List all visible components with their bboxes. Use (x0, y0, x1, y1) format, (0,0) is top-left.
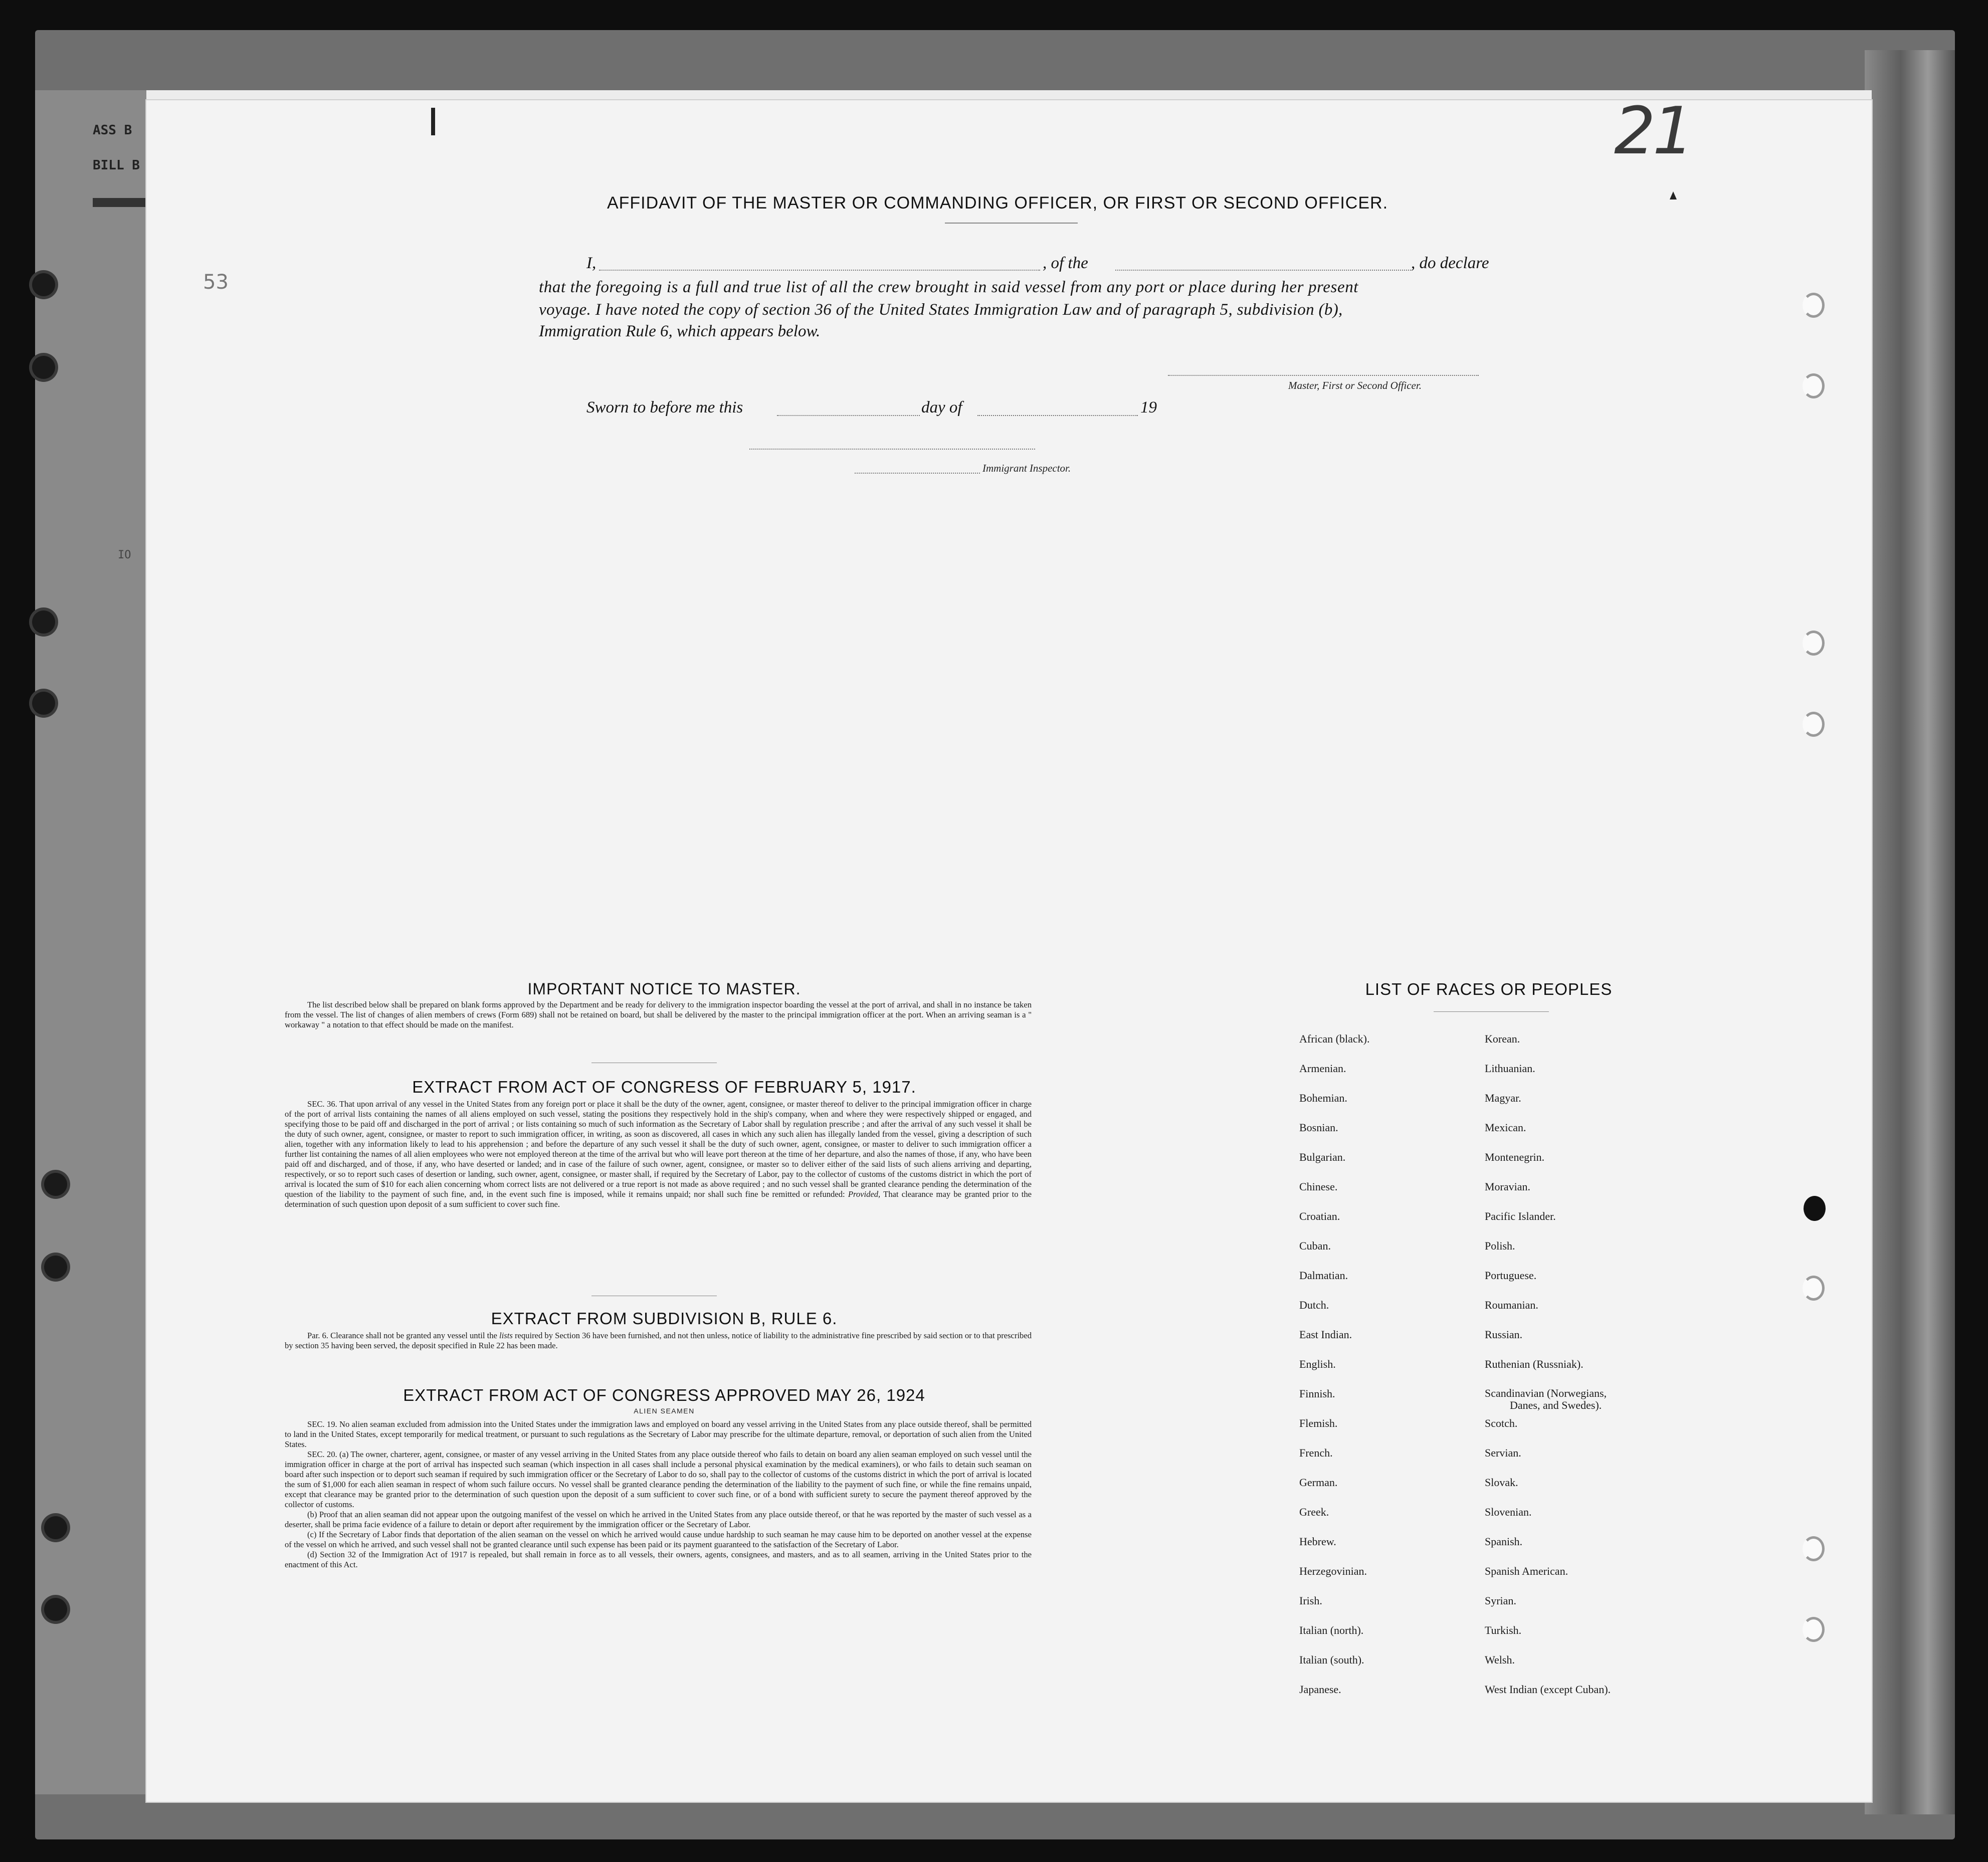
subdivision-body-end: required by Section 36 have been furnished, and not then unless, notice of liability to the administrative fine prescribed by said section or to that prescribed by section 35 having been served, the deposit specified in Rule 22 has been made. (285, 1331, 1032, 1350)
race-item: Flemish. (1299, 1417, 1338, 1429)
sheet-number-left: 53 (203, 271, 229, 294)
race-item: Greek. (1299, 1506, 1329, 1518)
races-left-column (1299, 1032, 1369, 1713)
race-item: Bohemian. (1299, 1092, 1347, 1104)
race-item: Magyar. (1485, 1092, 1521, 1104)
race-item: German. (1299, 1476, 1338, 1489)
subdivision-body: Par. 6. Clearance shall not be granted any vessel until the (307, 1331, 497, 1340)
notice-title: IMPORTANT NOTICE TO MASTER. (527, 980, 801, 998)
board-stamp-bar (93, 198, 148, 207)
lists-term: lists (499, 1331, 513, 1340)
notice-paragraph: The list described below shall be prepared on blank forms approved by the Department and be ready for delivery to the immigration inspector boarding the vessel at the port of arrival, and shall in no instance be taken from the vessel. The list of changes of alien members of crews (Form 689) shall not be retained on board, but shall be delivered by the master to the principal immigration officer at the port. When an arriving seaman is a " workaway " a notation to that effect should be made on the manifest. (285, 1000, 1032, 1029)
day-of-label: day of (921, 398, 962, 417)
race-item: Roumanian. (1485, 1299, 1538, 1311)
race-item: Bulgarian. (1299, 1151, 1346, 1163)
race-item: Italian (north). (1299, 1624, 1364, 1636)
sworn-label: Sworn to before me this (586, 398, 743, 417)
inspector-signature-line[interactable] (749, 449, 1035, 450)
affidavit-line-4: Immigration Rule 6, which appears below. (539, 322, 821, 340)
inspector-name-line[interactable] (855, 473, 980, 474)
affidavit-do-declare: , do declare (1411, 254, 1489, 272)
race-item: Scotch. (1485, 1417, 1518, 1429)
punch-ring (1803, 1617, 1825, 1642)
alien-seamen-subtitle: ALIEN SEAMEN (634, 1407, 695, 1415)
sec-19-paragraph: SEC. 19. No alien seaman excluded from admission into the United States under the immigration laws and employed on board any vessel arriving in the United States from any place outside thereof, shall be permitted to land in the United States, except temporarily for medical treatment, or pursuant to such regulations as the Secretary of Labor may prescribe for the ultimate departure, removal, or deportation of such alien from the United States. (285, 1419, 1032, 1449)
race-item: Herzegovinian. (1299, 1565, 1367, 1577)
race-item: Dutch. (1299, 1299, 1329, 1311)
race-item: Finnish. (1299, 1387, 1335, 1400)
master-name-line[interactable] (599, 270, 1040, 271)
race-item: Pacific Islander. (1485, 1210, 1556, 1222)
provided-term: Provided, (848, 1189, 881, 1199)
race-item: Italian (south). (1299, 1653, 1364, 1666)
affidavit-line-2: that the foregoing is a full and true list of all the crew brought in said vessel from any port or place during her present (539, 278, 1359, 296)
board-stamp-1: ASS B (93, 123, 132, 138)
race-item: Polish. (1485, 1239, 1515, 1252)
race-item: Slovenian. (1485, 1506, 1532, 1518)
race-item: Syrian. (1485, 1594, 1516, 1607)
margin-mark: IO (118, 549, 131, 561)
races-title: LIST OF RACES OR PEOPLES (1365, 980, 1613, 998)
races-rule (1434, 1011, 1549, 1012)
race-item: Cuban. (1299, 1239, 1331, 1252)
subdivision-text (285, 1331, 1032, 1351)
race-item: Irish. (1299, 1594, 1322, 1607)
race-item: Moravian. (1485, 1180, 1531, 1193)
sworn-month-line[interactable] (977, 415, 1138, 416)
officer-signature-line[interactable] (1168, 375, 1479, 376)
affidavit-title: AFFIDAVIT OF THE MASTER OR COMMANDING OFFICER, OR FIRST OR SECOND OFFICER. (607, 193, 1388, 213)
binder-hole (32, 273, 55, 296)
sheet-number-handwritten: 21 (1614, 93, 1691, 169)
extract-1924-text (285, 1419, 1032, 1570)
race-item: West Indian (except Cuban). (1485, 1683, 1611, 1696)
punch-ring (1803, 712, 1825, 737)
vessel-name-line[interactable] (1115, 270, 1411, 271)
race-item: Mexican. (1485, 1121, 1526, 1134)
binder-hole (44, 1173, 67, 1196)
sec-20b-paragraph: (b) Proof that an alien seaman did not appear upon the outgoing manifest of the vessel on which he arrived in the United States from any place outside thereof, or that he was reported by the master of such vessel as a deserter, shall be prima facie evidence of a failure to detain or deport after requirement by the immigration officer or the Secretary of Labor. (285, 1510, 1032, 1529)
race-item: Lithuanian. (1485, 1062, 1535, 1075)
board-stamp-2: BILL B (93, 158, 140, 173)
extract-1917-text (285, 1099, 1032, 1209)
race-item: Croatian. (1299, 1210, 1340, 1222)
binder-hole (32, 610, 55, 634)
punch-ring (1803, 1536, 1825, 1561)
race-item: Servian. (1485, 1446, 1521, 1459)
race-item: Dalmatian. (1299, 1269, 1348, 1282)
sec-20d-paragraph: (d) Section 32 of the Immigration Act of 1917 is repealed, but shall remain in force as to all vessels, their owners, agents, consignees, and masters, and as to all seamen, arriving in the United States prior to the enactment of this Act. (285, 1550, 1032, 1569)
race-item: English. (1299, 1358, 1336, 1370)
race-item: Spanish. (1485, 1535, 1523, 1548)
race-item: Japanese. (1299, 1683, 1341, 1696)
notice-text (285, 1000, 1032, 1030)
binder-hole (44, 1598, 67, 1621)
race-item: Russian. (1485, 1328, 1523, 1341)
race-item: Turkish. (1485, 1624, 1522, 1636)
race-item: Slovak. (1485, 1476, 1518, 1489)
board-right-edge (1865, 50, 1955, 1814)
corner-mark (431, 108, 435, 135)
affidavit-of-the: , of the (1043, 254, 1088, 272)
punch-ring (1803, 1276, 1825, 1301)
race-item: Portuguese. (1485, 1269, 1537, 1282)
punch-ring (1803, 293, 1825, 318)
extract-1924-title: EXTRACT FROM ACT OF CONGRESS APPROVED MAY 26, 1924 (403, 1386, 925, 1404)
sworn-day-line[interactable] (777, 415, 920, 416)
race-item-continued: Danes, and Swedes). (1510, 1399, 1602, 1411)
race-item: African (black). (1299, 1032, 1370, 1045)
race-item: Armenian. (1299, 1062, 1346, 1075)
race-item: Scandinavian (Norwegians, (1485, 1387, 1607, 1399)
race-item: Chinese. (1299, 1180, 1338, 1193)
affidavit-line-3: voyage. I have noted the copy of section 36 of the United States Immigration Law and of paragraph 5, subdivision (b), (539, 301, 1343, 319)
binder-hole (32, 692, 55, 715)
race-item: Welsh. (1485, 1653, 1515, 1666)
binder-hole (32, 356, 55, 379)
affidavit-i-label: I, (586, 254, 597, 272)
race-item: Korean. (1485, 1032, 1520, 1045)
extract-1917-title: EXTRACT FROM ACT OF CONGRESS OF FEBRUARY 5, 1917. (412, 1078, 916, 1096)
race-item: Montenegrin. (1485, 1151, 1545, 1163)
binder-hole (44, 1256, 67, 1279)
officer-caption: Master, First or Second Officer. (1288, 379, 1422, 391)
title-rule (945, 223, 1078, 224)
race-item: Bosnian. (1299, 1121, 1338, 1134)
race-item-scandinavian (1485, 1387, 1611, 1417)
binder-hole (44, 1516, 67, 1539)
races-right-column (1485, 1032, 1611, 1713)
subdivision-title: EXTRACT FROM SUBDIVISION B, RULE 6. (491, 1309, 838, 1328)
race-item: Ruthenian (Russniak). (1485, 1358, 1583, 1370)
sec-20a-paragraph: SEC. 20. (a) The owner, charterer, agent, consignee, or master of any vessel arriving in the United States from any place outside thereof who fails to detain on board any alien seaman employed on such vessel until the immigration officer in charge at the port of arrival has inspected such seaman (which inspection in all cases shall include a personal physical examination by the medical examiners), or who fails to detain such seaman on board after such inspection or to deport such seaman if required by such immigration officer or the Secretary of Labor to do so, shall pay to the collector of customs of the customs district in which the port of arrival is located the sum of $1,000 for each alien seaman in respect of whom such failure occurs. No vessel shall be granted clearance pending the determination of the liability to the payment of such fine, or while the fine remains unpaid, except that clearance may be granted prior to the determination of such question upon the deposit of a sum sufficient to cover such fine, or of a bond with sufficient surety to secure the payment thereof approved by the collector of customs. (285, 1450, 1032, 1509)
race-item: French. (1299, 1446, 1333, 1459)
year-prefix: 19 (1140, 398, 1157, 417)
race-item: Spanish American. (1485, 1565, 1568, 1577)
punch-ring (1803, 631, 1825, 656)
punch-ring (1804, 1196, 1826, 1221)
extract-1917-body-end: That clearance may be granted prior to the determination of such question upon deposit of a sum sufficient to cover such fine. (285, 1189, 1032, 1209)
extract-1917-body: SEC. 36. That upon arrival of any vessel in the United States from any foreign port or place it shall be the duty of the owner, agent, consignee, or master thereof to deliver to the principal immigration officer in charge of the port of arrival lists containing the names of all aliens employed on such vessel, stating the positions they respectively hold in the ship's company, when and where they were respectively shipped or engaged, and specifying those to be paid off and discharged in the port of arrival ; or lists containing so much of such information as the Secretary of Labor shall by regulation prescribe ; and after the arrival of any such vessel it shall be the duty of such owner, agent, consignee, or master to report to such immigration officer, in writing, as soon as discovered, all cases in which any such alien has illegally landed from the vessel, giving a description of such alien, together with any information likely to lead to his apprehension ; and before the departure of any such vessel it shall be the duty of such owner, agent, consignee, or master to deliver to such immigration officer a further list containing the names of all alien employees who were not employed thereon at the time of the arrival but who will leave port thereon at the time of her departure, and also the names of those, if any, who have been paid off and discharged, and of those, if any, who have deserted or landed; and in case of the failure of such owner, agent, consignee, or master so to deliver either of the said lists of such aliens arriving and departing, respectively, or so to report such cases of desertion or landing, such owner, agent, consignee, or master shall, if required by the Secretary of Labor, pay to the collector of customs of the customs district in which the port of arrival is located the sum of $10 for each alien concerning whom correct lists are not delivered or a true report is not made as above required ; and no such vessel shall be granted clearance pending the determination of the question of the liability to the payment of such fine, and, in the event such fine is imposed, while it remains unpaid; nor shall such fine be remitted or refunded: (285, 1099, 1032, 1199)
race-item: Hebrew. (1299, 1535, 1336, 1548)
sec-20c-paragraph: (c) If the Secretary of Labor finds that deportation of the alien seaman on the vessel on which he arrived would cause undue hardship to such seaman he may cause him to be deported on another vessel at the expense of the vessel on which he arrived, and such vessel shall not be granted clearance until such expense has been paid or its payment guaranteed to the satisfaction of the Secretary of Labor. (285, 1530, 1032, 1549)
inspector-caption: Immigrant Inspector. (982, 462, 1071, 474)
punch-ring (1803, 373, 1825, 398)
arrow-mark (1670, 191, 1677, 199)
race-item: East Indian. (1299, 1328, 1352, 1341)
